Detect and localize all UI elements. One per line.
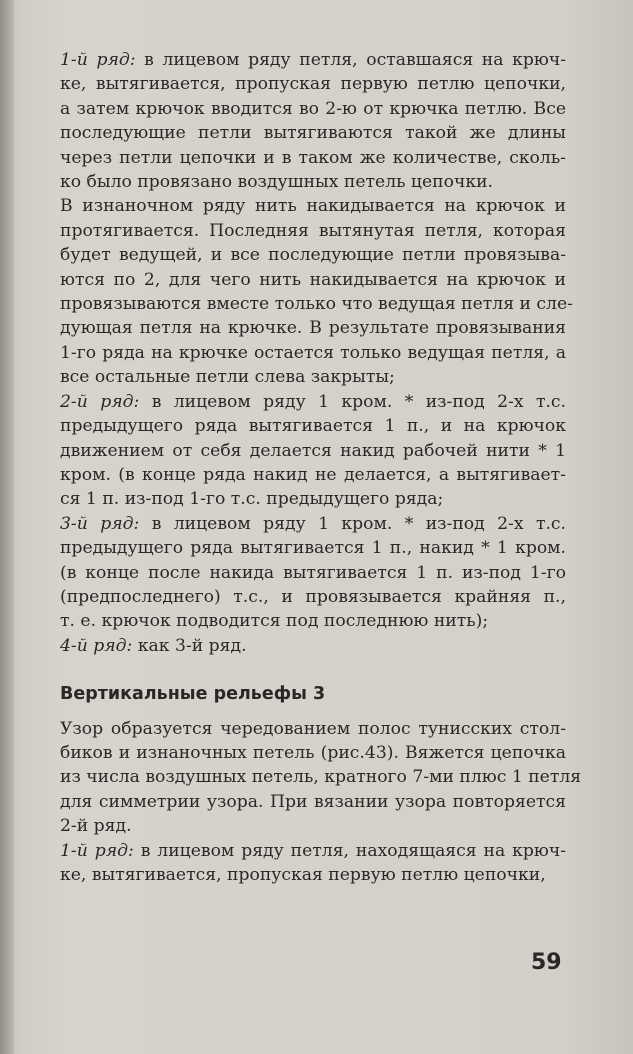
line-text: а затем крючок вводится во 2-ю от крючка петлю. Все: [60, 98, 566, 119]
paragraph: [60, 512, 566, 634]
text-line: [60, 609, 566, 633]
line-text: ко было провязано воздушных петель цепочки.: [60, 172, 493, 193]
line-text: в лицевом ряду петля, оставшаяся на крюч-: [144, 50, 567, 70]
line-text: в лицевом ряду 1 кром. * из-под 2-х т.с.: [151, 391, 567, 412]
text-line: [60, 839, 566, 863]
paragraph: [60, 48, 566, 194]
line-text: через петли цепочки и в таком же количестве, сколь-: [60, 147, 566, 168]
text-line: [60, 194, 566, 218]
line-text: 1-го ряда на крючке остается только ведущая петля, а: [60, 342, 566, 363]
paragraph: [60, 839, 566, 888]
line-text: биков и изнаночных петель (рис.43). Вяжется цепочка: [60, 742, 566, 763]
paragraph: [60, 194, 573, 389]
text-line: [60, 512, 566, 536]
line-text: ке, вытягивается, пропуская первую петлю цепочки,: [60, 74, 566, 95]
row-label: 2-й ряд:: [60, 391, 140, 412]
text-line: [60, 390, 566, 414]
text-line: [60, 585, 566, 609]
text-line: [60, 634, 566, 658]
line-text: провязываются вместе только что ведущая петля и сле-: [60, 294, 573, 315]
text-line: [60, 72, 566, 96]
line-text: т. е. крючок подводится под последнюю нить);: [60, 611, 489, 632]
text-line: [60, 243, 566, 267]
line-text: как 3-й ряд.: [137, 635, 247, 656]
line-text: 2-й ряд.: [60, 816, 132, 837]
line-text: В изнаночном ряду нить накидывается на крючок и: [60, 196, 566, 217]
row-label: 1-й ряд:: [60, 840, 134, 861]
line-text: ются по 2, для чего нить накидывается на крючок и: [60, 269, 566, 290]
text-line: [60, 717, 566, 741]
text-line: [60, 439, 566, 463]
line-text: будет ведущей, и все последующие петли провязыва-: [60, 245, 566, 266]
text-line: [60, 765, 582, 789]
text-line: [60, 341, 566, 365]
line-text: предыдущего ряда вытягивается 1 п., и на крючок: [60, 416, 566, 437]
row-label: 3-й ряд:: [60, 513, 140, 534]
paragraph: [60, 390, 566, 512]
book-spine-shadow: [0, 0, 14, 1054]
text-line: [60, 536, 566, 560]
text-line: [60, 863, 566, 887]
row-label: 4-й ряд:: [60, 635, 133, 656]
text-line: [60, 741, 566, 765]
text-line: [60, 121, 566, 145]
line-text: для симметрии узора. При вязании узора повторяется: [60, 791, 566, 812]
text-line: [60, 292, 573, 316]
line-text: (предпоследнего) т.с., и провязывается крайняя п.,: [60, 586, 566, 607]
line-text: в лицевом ряду петля, находящаяся на крюч-: [140, 840, 567, 861]
line-text: последующие петли вытягиваются такой же длины: [60, 123, 566, 144]
text-line: [60, 316, 566, 340]
line-text: из числа воздушных петель, кратного 7-ми плюс 1 петля: [60, 767, 582, 788]
line-text: дующая петля на крючке. В результате провязывания: [60, 318, 566, 339]
row-label: 1-й ряд:: [60, 50, 136, 70]
page-number: 59: [531, 950, 562, 975]
text-line: [60, 97, 566, 121]
line-text: Узор образуется чередованием полос тунисских стол-: [60, 718, 566, 739]
text-line: [60, 365, 566, 389]
text-line: [60, 463, 566, 487]
paragraph: [60, 717, 582, 839]
text-line: [60, 790, 566, 814]
line-text: ке, вытягивается, пропуская первую петлю цепочки,: [60, 865, 546, 885]
text-line: [60, 48, 566, 72]
line-text: протягивается. Последняя вытянутая петля, которая: [60, 220, 566, 241]
text-line: [60, 146, 566, 170]
paragraph: [60, 634, 566, 658]
text-line: [60, 487, 566, 511]
line-text: все остальные петли слева закрыты;: [60, 367, 395, 388]
line-text: предыдущего ряда вытягивается 1 п., накид * 1 кром.: [60, 538, 566, 559]
text-line: [60, 219, 566, 243]
text-line: [60, 170, 566, 194]
page-body-text: [60, 48, 582, 887]
text-line: [60, 561, 566, 585]
text-line: [60, 814, 566, 838]
line-text: в лицевом ряду 1 кром. * из-под 2-х т.с.: [151, 513, 567, 534]
section-heading: Вертикальные рельефы 3: [60, 684, 326, 705]
line-text: движением от себя делается накид рабочей нити * 1: [60, 440, 566, 461]
line-text: (в конце после накида вытягивается 1 п. из-под 1-го: [60, 562, 566, 583]
line-text: кром. (в конце ряда накид не делается, а вытягивает-: [60, 464, 566, 485]
text-line: [60, 414, 566, 438]
line-text: ся 1 п. из-под 1-го т.с. предыдущего ряда;: [60, 489, 444, 510]
text-line: [60, 268, 566, 292]
